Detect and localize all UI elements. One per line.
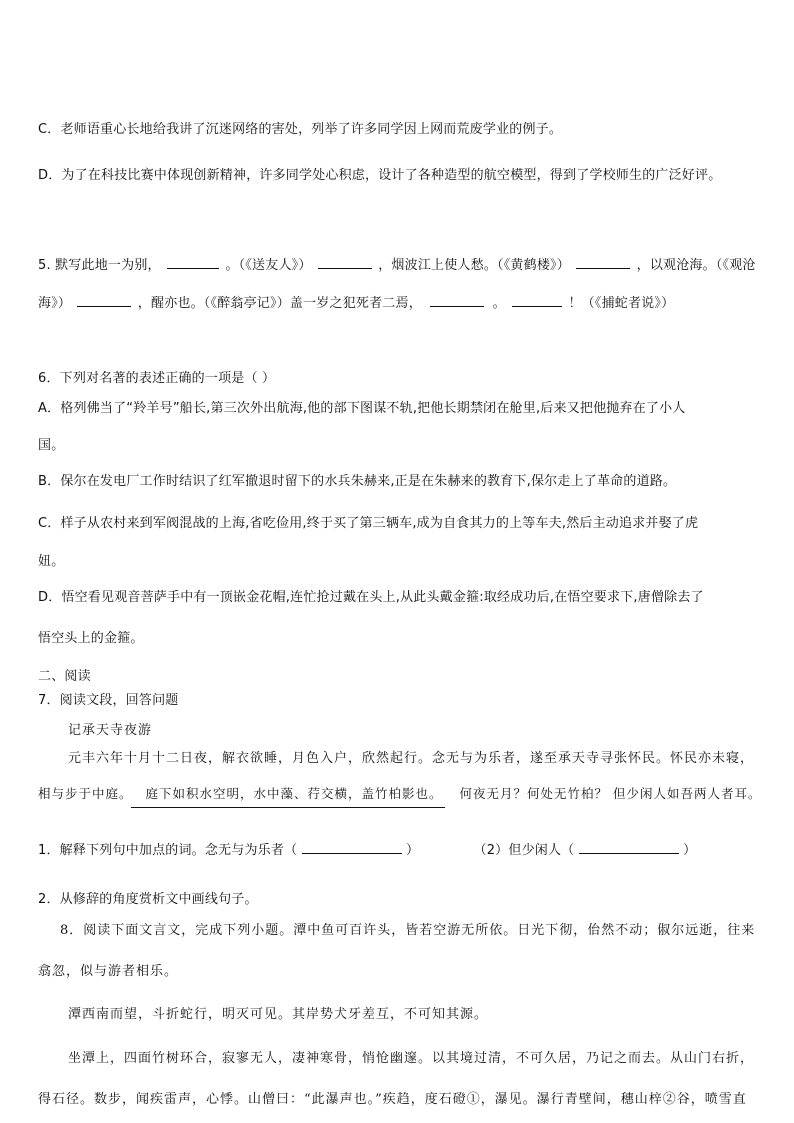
q5-text: 。（《送友人》） [225,258,312,273]
q7-sub-1-text: ） [683,843,697,858]
passage-text: 相与步于中庭。 [38,786,133,801]
passage-text: 何夜无月？何处无竹柏？ 但少闲人如吾两人者耳。 [459,786,762,801]
q8-line-1: 8．阅读下面文言文，完成下列小题。潭中鱼可百许头，皆若空游无所依。日光下彻，佁然不动；俶尔远逝，往来 [60,923,756,938]
q6-option-a-cont: 国。 [38,438,65,453]
passage-paragraph-2 [38,784,761,802]
q6-option-c: C．样子从农村来到军阀混战的上海,省吃俭用,终于买了第三辆车,成为自食其力的上等车夫,然后主动追求并娶了虎 [38,516,699,531]
q4-option-d: D．为了在科技比赛中体现创新精神，许多同学处心积虑，设计了各种造型的航空模型，得到了学校师生的广泛好评。 [38,168,722,183]
q7-sub-1-text: 1．解释下列句中加点的词。念无与为乐者（ [38,843,298,858]
answer-blank[interactable] [318,256,372,269]
answer-blank[interactable] [579,841,679,854]
answer-blank[interactable] [77,294,131,307]
q8-line-2: 翕忽，似与游者相乐。 [38,964,179,979]
q8-line-3: 潭西南而望，斗折蛇行，明灭可见。其岸势犬牙差互，不可知其源。 [68,1007,489,1022]
q5-text: 海》） [38,296,72,311]
q6-option-d-cont: 悟空头上的金箍。 [38,631,144,646]
answer-blank[interactable] [302,841,402,854]
q5-text: 。 [492,296,506,311]
q4-option-c: C．老师语重心长地给我讲了沉迷网络的害处，列举了许多同学因上网而荒废学业的例子。 [38,122,563,137]
q5-text: ！（《捕蛇者说》） [568,296,675,311]
answer-blank[interactable] [167,256,219,269]
answer-blank[interactable] [430,294,484,307]
q7-sub-2: 2．从修辞的角度赏析文中画线句子。 [38,892,258,907]
underlined-sentence: 庭下如积水空明，水中藻、荇交横，盖竹柏影也。 [145,786,443,801]
q6-option-c-cont: 妞。 [38,554,65,569]
q5-line-2 [38,292,674,311]
q6-option-a: A．格列佛当了“羚羊号”船长,第三次外出航海,他的部下图谋不轨,把他长期禁闭在舱里,后来又把他抛弃在了小人 [38,401,686,416]
answer-blank[interactable] [576,256,630,269]
q8-line-5: 得石径。数步，闻疾雷声，心悸。山僧曰：“此瀑声也。”疾趋，度石磴①，瀑见。瀑行青壁间，穗山梓②谷，喷雪直 [38,1092,747,1107]
q5-line-1 [38,254,756,273]
q7-sub-1-text: （2）但少闲人（ [473,843,575,858]
q7-sub-1 [38,839,696,858]
q5-text: 5. 默写此地一为别， [38,258,161,273]
q5-text: ，烟波江上使人愁。（《黄鹤楼》） [378,258,570,273]
q7-stem: 7．阅读文段，回答问题 [38,693,179,708]
passage-paragraph-1: 元丰六年十月十二日夜，解衣欲睡，月色入户，欣然起行。念无与为乐者，遂至承天寺寻张怀民。怀民亦未寝， [68,751,755,766]
q7-sub-1-text: ） [405,843,420,858]
q6-option-b: B．保尔在发电厂工作时结识了红军撤退时留下的水兵朱赫来,正是在朱赫来的教育下,保尔走上了革命的道路。 [38,474,677,489]
q5-text: ，以观沧海。（《观沧 [636,258,756,273]
section-heading: 二、阅读 [38,669,91,684]
q5-text: ，醒亦也。（《醉翁亭记》）盖一岁之犯死者二焉， [137,296,422,311]
sentence-underline [131,807,445,808]
passage-title: 记承天寺夜游 [68,723,153,738]
q8-line-4: 坐潭上，四面竹树环合，寂寥无人，凄神寒骨，悄怆幽邃。以其境过清，不可久居，乃记之而去。从山门右折， [68,1051,755,1066]
q6-option-d: D．悟空看见观音菩萨手中有一顶嵌金花帽,连忙抢过戴在头上,从此头戴金箍:取经成功后,在悟空要求下,唐僧除去了 [38,590,704,605]
answer-blank[interactable] [512,294,562,307]
q6-stem: 6．下列对名著的表述正确的一项是（ ） [38,371,276,386]
